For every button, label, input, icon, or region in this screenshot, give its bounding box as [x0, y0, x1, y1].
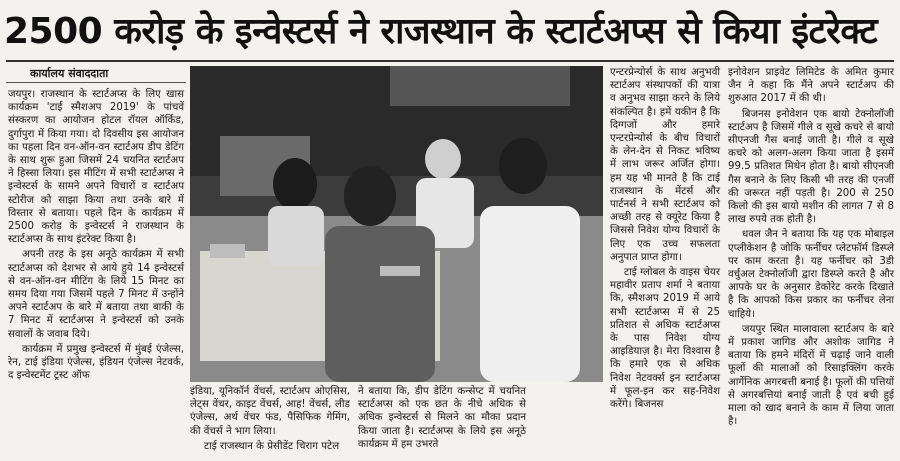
paragraph: टाई ग्लोबल के वाइस चेयर महावीर प्रताप शर्मा ने बताया कि, स्मैशअप 2019 में आये सभी स्टार्टअप्स में से 25 प्रतिशत से अधिक स्टार्टअप्स के पास निवेश योग्य आइडियाज़ है। मेरा विश्वास है कि हमारे एक से अधिक निवेश नेटवर्क्स इन स्टार्टअप्स में फूल-इन कर सह-निवेश करेंगे। बिजनस	[610, 267, 720, 411]
article-column-2	[190, 385, 350, 461]
paragraph: जयपुर। राजस्थान के स्टार्टअप्स के लिए खास कार्यक्रम 'टाई स्मैशअप 2019' के पांचवें संस्करण का आयोजन होटल रॉयल ऑर्किड, दुर्गापुरा में किया गया। दो दिवसीय इस आयोजन का पहला दिन वन-ऑन-वन स्टार्टअप डीप डेटिंग के साथ शुरू हुआ जिसमें 24 चयनित स्टार्टअप ने हिस्सा लिया। इस मीटिंग में सभी स्टार्टअप्स ने इन्वेस्टर्स के सामने अपने विचारों व स्टार्टअप स्टोरीज को साझा किया तथा उनके बारे में विस्तार से बताया। पहले दिन के कार्यक्रम में 2500 करोड़ के इन्वेस्टर्स ने राजस्थान के स्टार्टअप्स के साथ इंटरेक्ट किया है।	[8, 89, 184, 246]
paragraph: अपनी तरह के इस अनूठे कार्यक्रम में सभी स्टार्टअप्स को देशभर से आये हुये 14 इन्वेस्टर्स से वन-ऑन-वन मीटिंग के लिये 15 मिनट का समय दिया गया जिसमें पहले 7 मिनट में उन्होंने अपने स्टार्टअप के बारे में बताया तथा बाकी के 7 मिनट में स्टार्टअप्स ने इन्वेस्टर्स को उनके सवालों के जवाब दिये।	[8, 249, 184, 340]
headline-rule	[6, 60, 894, 62]
article-column-1	[8, 88, 184, 460]
event-photo	[190, 66, 603, 382]
paragraph: कार्यक्रम में प्रमुख इन्वेस्टर्स में मुंबई एंजेल्स, रेन, टाई इंडिया एंजेल्स, इंडियन एंजेल्स नेटवर्क, द इन्वेस्टमेंट ट्रस्ट ऑफ	[8, 343, 184, 382]
byline-rule	[6, 82, 186, 83]
paragraph: इंडिया, यूनिकॉर्न वेंचर्स, स्टार्टअप ओएसिस, लेट्स वेंचर, काइट वेंचर्स, आह! वेंचर्स, लीड एंजेल्स, अर्थ वेंचर फंड, पैसिफिक गेमिंग, की वेंचर्स ने भाग लिया।	[190, 386, 350, 437]
article-column-3	[358, 385, 526, 461]
headline: 2500 करोड़ के इन्वेस्टर्स ने राजस्थान के स्टार्टअप्स से किया इंटरेक्ट	[4, 11, 878, 52]
paragraph: बिजनस इनोवेशन एक बायो टेक्नोलॉजी स्टार्टअप है जिसमें गीले व सूखे कचरे से बायो सीएनजी गैस बनाई जाती है। गीले व सूखे कचरे को अलग-अलग किया जाता है इसमें 99.5 प्रतिशत मिथेन होता है। बायो सीएनजी गैस बनाने के लिए किसी भी तरह की एनर्जी की जरूरत नहीं पड़ती है। 200 से 250 किलो की इस बायो मशीन की लागत 7 से 8 लाख रुपये तक होती है।	[728, 108, 894, 226]
paragraph: टाई राजस्थान के प्रेसीडेंट चिराग पटेल	[204, 440, 340, 452]
event-photo-illustration	[190, 66, 603, 382]
byline: कार्यालय संवाददाता	[30, 67, 109, 80]
article-column-4	[610, 66, 720, 411]
article-column-5	[728, 66, 894, 461]
paragraph: जयपुर स्थित मालावाला स्टार्टअप के बारे में प्रकाश जागिड और अशोक जागिड ने बताया कि हमने मंदिरों में चढ़ाई जाने वाली फूलों की मालाओं को रिसाइक्लिंग करके आर्गेनिक अगरबत्ती बनाई है। फूलों की पत्तियों से अगरबत्तियां बनाई जाती है एवं बची हुई माला को खाद बनाने के काम में लिया जाता है।	[728, 323, 894, 428]
paragraph: एन्टरप्रेन्योर्स के साथ अनुभवी स्टार्टअप संस्थापकों की यात्रा व अनुभव साझा करने के लिये संकल्पित है। हमें यकीन है कि दिग्गजों और हमारे एन्टरप्रेन्योर्स के बीच विचारों के लेन-देन से निकट भविष्य में लाभ जरूर अर्जित होगा। हम यह भी मानते है कि टाई राजस्थान के मेंटर्स और पार्टनर्स ने सभी स्टार्टअप को अच्छी तरह से क्यूरेट किया है जिससे निवेश योग्य विचारों के लिए एक उच्च सफलता अनुपात प्राप्त होगा।	[610, 67, 720, 263]
paragraph: इनोवेशन प्राइवेट लिमिटेड के अमित कुमार जैन ने कहा कि मैंने अपने स्टार्टअप की शुरुआत 2017 में की थी।	[728, 67, 894, 105]
paragraph: ने बताया कि, डीप डेटिंग कन्सेप्ट में चयनित स्टार्टअप्स को एक छत के नीचे अधिक से अधिक इन्वेस्टर्स से मिलने का मौका प्रदान किया जाता है। स्टार्टअप्स के लिये इस अनूठे कार्यक्रम में हम उभरते	[358, 386, 526, 450]
paragraph: धवल जैन ने बताया कि यह एक मोबाइल एप्लीकेशन है जोकि फर्नीचर प्लेटफॉर्म डिस्प्ले पर काम करता है। यह फर्नीचर को 3डी वर्चुअल टेक्नोलॉजी द्वारा डिस्प्ले करते है और आपके घर के अनुसार डेकोरेट करके दिखाते है कि आपको किस प्रकार का फर्नीचर लेना चाहिये।	[728, 229, 894, 320]
